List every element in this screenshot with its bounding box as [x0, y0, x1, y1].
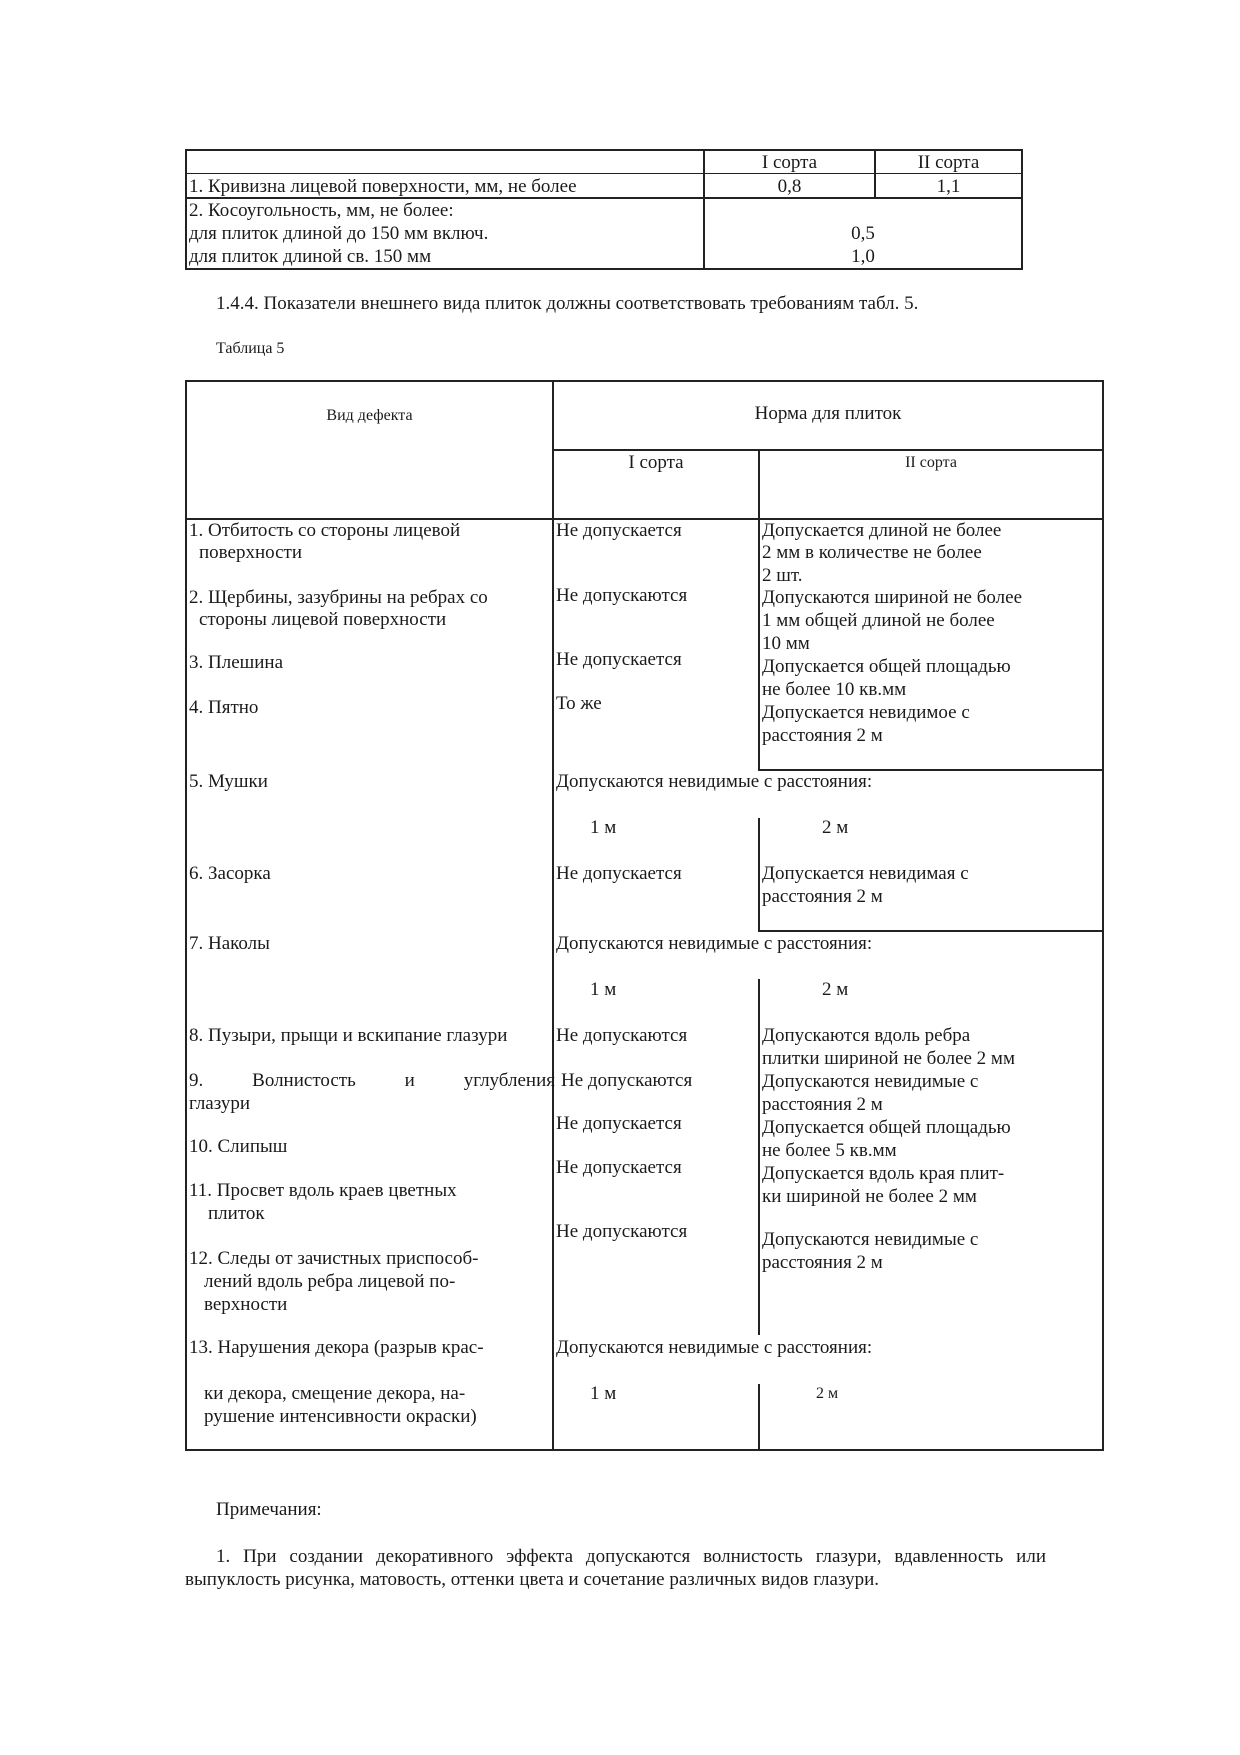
grade2-norm: Допускается длиной не более	[762, 520, 1002, 541]
table-border	[758, 979, 760, 1335]
cell-value: 0,5	[851, 223, 875, 244]
defect-label	[189, 1069, 555, 1092]
defect-label: 3. Плешина	[189, 652, 284, 673]
grade2-norm: не более 5 кв.мм	[762, 1140, 897, 1161]
defect-label: 10. Слипыш	[189, 1136, 288, 1157]
defect-label: 12. Следы от зачистных приспособ-	[189, 1248, 479, 1269]
row-label: для плиток длиной св. 150 мм	[189, 246, 432, 267]
defect-label: 13. Нарушения декора (разрыв крас-	[189, 1337, 484, 1358]
grade2-norm: Допускаются шириной не более	[762, 587, 1023, 608]
table-border	[758, 449, 760, 771]
table-border	[1021, 149, 1023, 270]
grade1-norm: Не допускаются	[556, 585, 688, 606]
table-caption: Таблица 5	[216, 340, 285, 357]
grade1-norm: 1 м	[590, 979, 617, 1000]
column-header-grade2: II сорта	[905, 454, 957, 471]
table-border	[185, 268, 1023, 270]
grade2-norm: Допускается невидимое с	[762, 702, 970, 723]
grade2-norm: не более 10 кв.мм	[762, 679, 907, 700]
grade1-norm: Не допускаются	[556, 1221, 688, 1242]
cell-value: 1,1	[936, 176, 961, 197]
grade2-norm: Допускается общей площадью	[762, 656, 1011, 677]
row-label: 1. Кривизна лицевой поверхности, мм, не более	[189, 176, 577, 197]
note-1-line-2: выпуклость рисунка, матовость, оттенки цвета и сочетание различных видов глазури.	[185, 1569, 879, 1590]
grade2-norm: расстояния 2 м	[762, 1094, 883, 1115]
paragraph-1-4-4: 1.4.4. Показатели внешнего вида плиток должны соответствовать требованиям табл. 5.	[216, 293, 919, 314]
grade1-norm: Не допускается	[556, 649, 682, 670]
column-header-grade1: I сорта	[628, 452, 684, 473]
grade1-norm: То же	[556, 693, 602, 714]
row-label: для плиток длиной до 150 мм включ.	[189, 223, 489, 244]
grade2-norm: 2 мм в количестве не более	[762, 542, 982, 563]
merged-norm: Допускаются невидимые с расстояния:	[556, 1337, 873, 1358]
defect-word: Волнистость	[252, 1070, 356, 1091]
grade2-norm: Допускается вдоль края плит-	[762, 1163, 1005, 1184]
notes-title: Примечания:	[216, 1499, 322, 1520]
grade1-norm: Не допускается	[556, 1113, 682, 1134]
defect-label: стороны лицевой поверхности	[199, 609, 447, 630]
column-header-grade2: II сорта	[917, 152, 980, 173]
column-header-norm: Норма для плиток	[754, 403, 902, 424]
row-label: 2. Косоугольность, мм, не более:	[189, 200, 454, 221]
grade2-norm: расстояния 2 м	[762, 1252, 883, 1273]
defect-label: ки декора, смещение декора, на-	[204, 1383, 466, 1404]
cell-value: 0,8	[777, 176, 802, 197]
grade2-norm: расстояния 2 м	[762, 725, 883, 746]
defect-label: 6. Засорка	[189, 863, 271, 884]
table-border	[1102, 380, 1104, 1451]
cell-value: 1,0	[851, 246, 875, 267]
defect-label: 4. Пятно	[189, 697, 259, 718]
defect-label: 11. Просвет вдоль краев цветных	[189, 1180, 457, 1201]
grade2-norm: расстояния 2 м	[762, 886, 883, 907]
grade2-norm: 2 шт.	[762, 565, 803, 586]
grade1-norm: 1 м	[590, 817, 617, 838]
grade2-norm: Допускается общей площадью	[762, 1117, 1011, 1138]
defect-label: 2. Щербины, зазубрины на ребрах со	[189, 587, 488, 608]
grade1-norm: Не допускаются	[556, 1025, 688, 1046]
table-border	[185, 380, 187, 1451]
defect-word: 9.	[189, 1070, 204, 1091]
defect-label: лений вдоль ребра лицевой по-	[204, 1271, 456, 1292]
grade1-norm: 1 м	[590, 1383, 617, 1404]
defect-label: 8. Пузыри, прыщи и вскипание глазури	[189, 1025, 508, 1046]
grade1-norm: Не допускается	[556, 863, 682, 884]
table-border	[185, 380, 1104, 382]
column-header-grade1: I сорта	[761, 152, 818, 173]
grade2-norm: Допускаются вдоль ребра	[762, 1025, 971, 1046]
grade2-norm: 2 м	[822, 979, 849, 1000]
table-border	[758, 1384, 760, 1451]
grade1-norm: Не допускаются	[561, 1070, 693, 1091]
defect-word: углубления	[463, 1070, 555, 1091]
merged-norm: Допускаются невидимые с расстояния:	[556, 933, 873, 954]
grade2-norm: ки шириной не более 2 мм	[762, 1186, 977, 1207]
grade2-norm: Допускаются невидимые с	[762, 1071, 979, 1092]
grade2-norm: 1 мм общей длиной не более	[762, 610, 995, 631]
table-border	[552, 380, 554, 1451]
defect-label: поверхности	[199, 542, 303, 563]
defect-label: рушение интенсивности окраски)	[204, 1406, 477, 1427]
grade1-norm: Не допускается	[556, 1157, 682, 1178]
grade2-norm: 10 мм	[762, 633, 810, 654]
grade2-norm: плитки шириной не более 2 мм	[762, 1048, 1015, 1069]
merged-norm: Допускаются невидимые с расстояния:	[556, 771, 873, 792]
note-1-line-1: 1. При создании декоративного эффекта допускаются волнистость глазури, вдавленность или	[216, 1546, 1046, 1567]
defect-word: и	[404, 1070, 415, 1091]
table-border	[185, 1449, 1104, 1451]
grade2-norm: Допускается невидимая с	[762, 863, 969, 884]
grade2-norm: 2 м	[822, 817, 849, 838]
table-border	[185, 149, 187, 270]
column-header-defect: Вид дефекта	[326, 407, 413, 424]
defect-label: плиток	[208, 1203, 265, 1224]
grade2-norm: 2 м	[816, 1385, 839, 1402]
defect-label: 7. Наколы	[189, 933, 270, 954]
defect-label: 5. Мушки	[189, 771, 268, 792]
grade1-norm: Не допускается	[556, 520, 682, 541]
defect-label: глазури	[189, 1093, 251, 1114]
defect-label: верхности	[204, 1294, 288, 1315]
table-border	[758, 818, 760, 932]
defect-label: 1. Отбитость со стороны лицевой	[189, 520, 461, 541]
grade2-norm: Допускаются невидимые с	[762, 1229, 979, 1250]
